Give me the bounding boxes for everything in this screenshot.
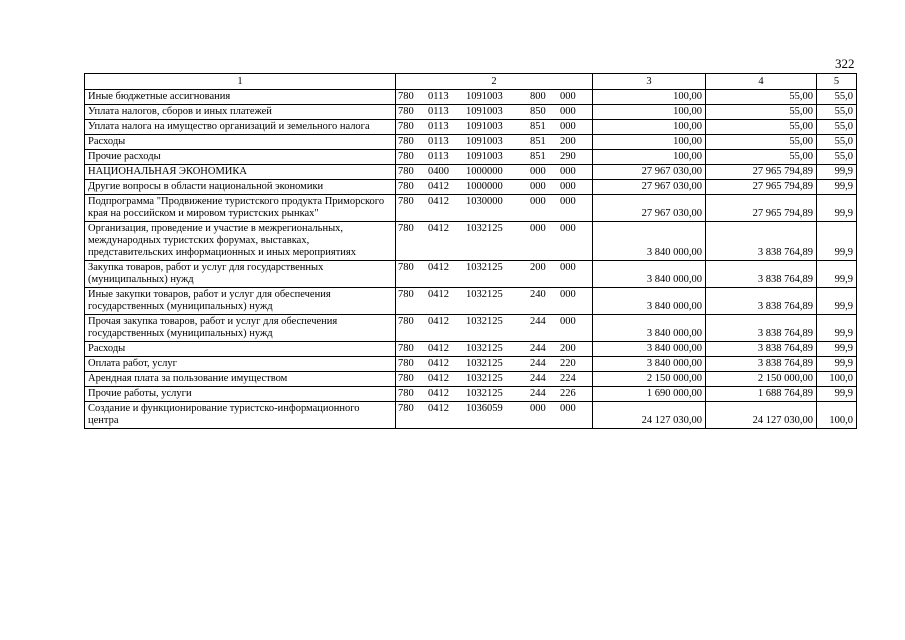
row-plan: 3 840 000,00 bbox=[593, 261, 706, 288]
code-kosgu: 000 bbox=[560, 196, 576, 207]
code-ministry: 780 bbox=[398, 403, 414, 414]
code-target: 1091003 bbox=[466, 91, 503, 102]
code-kosgu: 000 bbox=[560, 316, 576, 327]
code-section: 0412 bbox=[428, 262, 449, 273]
code-target: 1032125 bbox=[466, 388, 503, 399]
code-section: 0412 bbox=[428, 403, 449, 414]
row-plan: 100,00 bbox=[593, 105, 706, 120]
table-row bbox=[85, 315, 857, 342]
row-fact: 3 838 764,89 bbox=[706, 315, 817, 342]
row-fact: 3 838 764,89 bbox=[706, 222, 817, 261]
table-row bbox=[85, 150, 857, 165]
code-kosgu: 000 bbox=[560, 223, 576, 234]
table-row bbox=[85, 135, 857, 150]
code-kosgu: 000 bbox=[560, 403, 576, 414]
row-percent: 55,0 bbox=[817, 135, 857, 150]
code-section: 0113 bbox=[428, 91, 449, 102]
row-fact: 1 688 764,89 bbox=[706, 387, 817, 402]
code-section: 0412 bbox=[428, 196, 449, 207]
row-percent: 99,9 bbox=[817, 195, 857, 222]
code-kosgu: 000 bbox=[560, 181, 576, 192]
code-target: 1091003 bbox=[466, 106, 503, 117]
code-ministry: 780 bbox=[398, 358, 414, 369]
row-percent: 99,9 bbox=[817, 387, 857, 402]
table-row bbox=[85, 342, 857, 357]
row-codes bbox=[396, 387, 593, 402]
code-ministry: 780 bbox=[398, 181, 414, 192]
row-plan: 3 840 000,00 bbox=[593, 288, 706, 315]
row-codes bbox=[396, 180, 593, 195]
row-fact: 55,00 bbox=[706, 90, 817, 105]
code-section: 0412 bbox=[428, 358, 449, 369]
row-name: Расходы bbox=[85, 342, 396, 357]
row-percent: 55,0 bbox=[817, 90, 857, 105]
code-ministry: 780 bbox=[398, 151, 414, 162]
code-kosgu: 000 bbox=[560, 106, 576, 117]
page-number: 322 bbox=[835, 56, 855, 71]
table-row bbox=[85, 120, 857, 135]
code-kosgu: 224 bbox=[560, 373, 576, 384]
code-expense-type: 244 bbox=[530, 373, 546, 384]
table-row bbox=[85, 222, 857, 261]
row-plan: 3 840 000,00 bbox=[593, 222, 706, 261]
row-percent: 100,0 bbox=[817, 402, 857, 429]
row-fact: 3 838 764,89 bbox=[706, 342, 817, 357]
code-section: 0113 bbox=[428, 121, 449, 132]
table-row bbox=[85, 195, 857, 222]
code-section: 0412 bbox=[428, 223, 449, 234]
table-row bbox=[85, 105, 857, 120]
code-target: 1032125 bbox=[466, 289, 503, 300]
row-plan: 100,00 bbox=[593, 150, 706, 165]
header-col-1: 1 bbox=[85, 74, 396, 90]
code-kosgu: 000 bbox=[560, 262, 576, 273]
code-target: 1032125 bbox=[466, 223, 503, 234]
table-row bbox=[85, 387, 857, 402]
code-kosgu: 220 bbox=[560, 358, 576, 369]
code-ministry: 780 bbox=[398, 373, 414, 384]
row-codes bbox=[396, 195, 593, 222]
code-kosgu: 000 bbox=[560, 91, 576, 102]
row-codes bbox=[396, 315, 593, 342]
code-section: 0412 bbox=[428, 316, 449, 327]
code-ministry: 780 bbox=[398, 166, 414, 177]
code-ministry: 780 bbox=[398, 316, 414, 327]
row-name: Иные закупки товаров, работ и услуг для обеспечения государственных (муниципальных) нужд bbox=[85, 288, 396, 315]
table-row bbox=[85, 165, 857, 180]
table-row bbox=[85, 357, 857, 372]
row-plan: 100,00 bbox=[593, 120, 706, 135]
code-section: 0113 bbox=[428, 106, 449, 117]
code-expense-type: 200 bbox=[530, 262, 546, 273]
code-expense-type: 244 bbox=[530, 343, 546, 354]
row-percent: 99,9 bbox=[817, 261, 857, 288]
code-section: 0412 bbox=[428, 343, 449, 354]
row-plan: 100,00 bbox=[593, 135, 706, 150]
row-fact: 3 838 764,89 bbox=[706, 357, 817, 372]
code-ministry: 780 bbox=[398, 388, 414, 399]
row-fact: 3 838 764,89 bbox=[706, 288, 817, 315]
code-ministry: 780 bbox=[398, 223, 414, 234]
code-kosgu: 000 bbox=[560, 166, 576, 177]
row-name: Иные бюджетные ассигнования bbox=[85, 90, 396, 105]
code-target: 1000000 bbox=[466, 166, 503, 177]
row-name: Арендная плата за пользование имуществом bbox=[85, 372, 396, 387]
row-fact: 24 127 030,00 bbox=[706, 402, 817, 429]
code-expense-type: 244 bbox=[530, 388, 546, 399]
header-col-3: 3 bbox=[593, 74, 706, 90]
row-percent: 100,0 bbox=[817, 372, 857, 387]
row-codes bbox=[396, 135, 593, 150]
code-target: 1091003 bbox=[466, 136, 503, 147]
row-codes bbox=[396, 222, 593, 261]
row-plan: 27 967 030,00 bbox=[593, 195, 706, 222]
row-percent: 99,9 bbox=[817, 180, 857, 195]
row-plan: 3 840 000,00 bbox=[593, 342, 706, 357]
row-percent: 99,9 bbox=[817, 342, 857, 357]
row-codes bbox=[396, 261, 593, 288]
row-name: Расходы bbox=[85, 135, 396, 150]
row-plan: 1 690 000,00 bbox=[593, 387, 706, 402]
row-codes bbox=[396, 372, 593, 387]
row-fact: 55,00 bbox=[706, 120, 817, 135]
table-row bbox=[85, 288, 857, 315]
row-fact: 27 965 794,89 bbox=[706, 180, 817, 195]
header-col-4: 4 bbox=[706, 74, 817, 90]
row-plan: 27 967 030,00 bbox=[593, 165, 706, 180]
code-kosgu: 000 bbox=[560, 121, 576, 132]
header-col-2: 2 bbox=[396, 74, 593, 90]
code-ministry: 780 bbox=[398, 136, 414, 147]
row-codes bbox=[396, 165, 593, 180]
row-plan: 24 127 030,00 bbox=[593, 402, 706, 429]
row-name: Прочие расходы bbox=[85, 150, 396, 165]
row-name: Оплата работ, услуг bbox=[85, 357, 396, 372]
row-fact: 27 965 794,89 bbox=[706, 165, 817, 180]
code-ministry: 780 bbox=[398, 106, 414, 117]
code-target: 1000000 bbox=[466, 181, 503, 192]
code-ministry: 780 bbox=[398, 343, 414, 354]
code-expense-type: 800 bbox=[530, 91, 546, 102]
code-target: 1091003 bbox=[466, 151, 503, 162]
code-expense-type: 000 bbox=[530, 181, 546, 192]
table-header-row bbox=[85, 74, 857, 90]
row-codes bbox=[396, 342, 593, 357]
row-name: Создание и функционирование туристско-информационного центра bbox=[85, 402, 396, 429]
code-target: 1032125 bbox=[466, 343, 503, 354]
code-expense-type: 851 bbox=[530, 136, 546, 147]
row-fact: 3 838 764,89 bbox=[706, 261, 817, 288]
code-expense-type: 000 bbox=[530, 196, 546, 207]
row-percent: 55,0 bbox=[817, 105, 857, 120]
row-name: НАЦИОНАЛЬНАЯ ЭКОНОМИКА bbox=[85, 165, 396, 180]
row-name: Уплата налога на имущество организаций и земельного налога bbox=[85, 120, 396, 135]
code-section: 0412 bbox=[428, 388, 449, 399]
code-expense-type: 851 bbox=[530, 121, 546, 132]
code-section: 0400 bbox=[428, 166, 449, 177]
code-section: 0412 bbox=[428, 373, 449, 384]
row-percent: 99,9 bbox=[817, 315, 857, 342]
row-name: Уплата налогов, сборов и иных платежей bbox=[85, 105, 396, 120]
row-percent: 55,0 bbox=[817, 120, 857, 135]
code-expense-type: 851 bbox=[530, 151, 546, 162]
code-kosgu: 226 bbox=[560, 388, 576, 399]
code-expense-type: 240 bbox=[530, 289, 546, 300]
row-plan: 27 967 030,00 bbox=[593, 180, 706, 195]
row-name: Прочие работы, услуги bbox=[85, 387, 396, 402]
code-target: 1032125 bbox=[466, 373, 503, 384]
table-row bbox=[85, 402, 857, 429]
code-section: 0412 bbox=[428, 289, 449, 300]
row-percent: 99,9 bbox=[817, 222, 857, 261]
table-row bbox=[85, 90, 857, 105]
code-kosgu: 290 bbox=[560, 151, 576, 162]
code-section: 0412 bbox=[428, 181, 449, 192]
row-codes bbox=[396, 120, 593, 135]
row-codes bbox=[396, 402, 593, 429]
code-expense-type: 244 bbox=[530, 316, 546, 327]
code-expense-type: 000 bbox=[530, 223, 546, 234]
code-ministry: 780 bbox=[398, 262, 414, 273]
row-codes bbox=[396, 288, 593, 315]
row-codes bbox=[396, 105, 593, 120]
row-fact: 55,00 bbox=[706, 150, 817, 165]
code-kosgu: 000 bbox=[560, 289, 576, 300]
code-target: 1036059 bbox=[466, 403, 503, 414]
row-percent: 99,9 bbox=[817, 357, 857, 372]
code-section: 0113 bbox=[428, 136, 449, 147]
row-percent: 55,0 bbox=[817, 150, 857, 165]
code-kosgu: 200 bbox=[560, 343, 576, 354]
table-row bbox=[85, 372, 857, 387]
code-ministry: 780 bbox=[398, 289, 414, 300]
row-name: Закупка товаров, работ и услуг для государственных (муниципальных) нужд bbox=[85, 261, 396, 288]
row-fact: 55,00 bbox=[706, 105, 817, 120]
code-target: 1091003 bbox=[466, 121, 503, 132]
code-expense-type: 850 bbox=[530, 106, 546, 117]
row-plan: 3 840 000,00 bbox=[593, 357, 706, 372]
row-codes bbox=[396, 150, 593, 165]
header-col-5: 5 bbox=[817, 74, 857, 90]
row-codes bbox=[396, 357, 593, 372]
code-section: 0113 bbox=[428, 151, 449, 162]
code-kosgu: 200 bbox=[560, 136, 576, 147]
row-name: Организация, проведение и участие в межрегиональных, международных туристских форумах, выставках, представительских информационных и иных мероприятиях bbox=[85, 222, 396, 261]
row-name: Прочая закупка товаров, работ и услуг для обеспечения государственных (муниципальных) нужд bbox=[85, 315, 396, 342]
code-target: 1032125 bbox=[466, 316, 503, 327]
code-target: 1030000 bbox=[466, 196, 503, 207]
code-target: 1032125 bbox=[466, 262, 503, 273]
row-codes bbox=[396, 90, 593, 105]
row-percent: 99,9 bbox=[817, 165, 857, 180]
row-fact: 27 965 794,89 bbox=[706, 195, 817, 222]
code-ministry: 780 bbox=[398, 91, 414, 102]
code-expense-type: 000 bbox=[530, 403, 546, 414]
code-expense-type: 000 bbox=[530, 166, 546, 177]
row-percent: 99,9 bbox=[817, 288, 857, 315]
code-ministry: 780 bbox=[398, 196, 414, 207]
row-name: Подпрограмма "Продвижение туристского продукта Приморского края на российском и мировом туристских рынках" bbox=[85, 195, 396, 222]
row-plan: 100,00 bbox=[593, 90, 706, 105]
code-target: 1032125 bbox=[466, 358, 503, 369]
budget-table bbox=[84, 73, 857, 429]
row-fact: 55,00 bbox=[706, 135, 817, 150]
row-fact: 2 150 000,00 bbox=[706, 372, 817, 387]
code-ministry: 780 bbox=[398, 121, 414, 132]
table-row bbox=[85, 180, 857, 195]
row-plan: 2 150 000,00 bbox=[593, 372, 706, 387]
code-expense-type: 244 bbox=[530, 358, 546, 369]
table-row bbox=[85, 261, 857, 288]
row-name: Другие вопросы в области национальной экономики bbox=[85, 180, 396, 195]
row-plan: 3 840 000,00 bbox=[593, 315, 706, 342]
